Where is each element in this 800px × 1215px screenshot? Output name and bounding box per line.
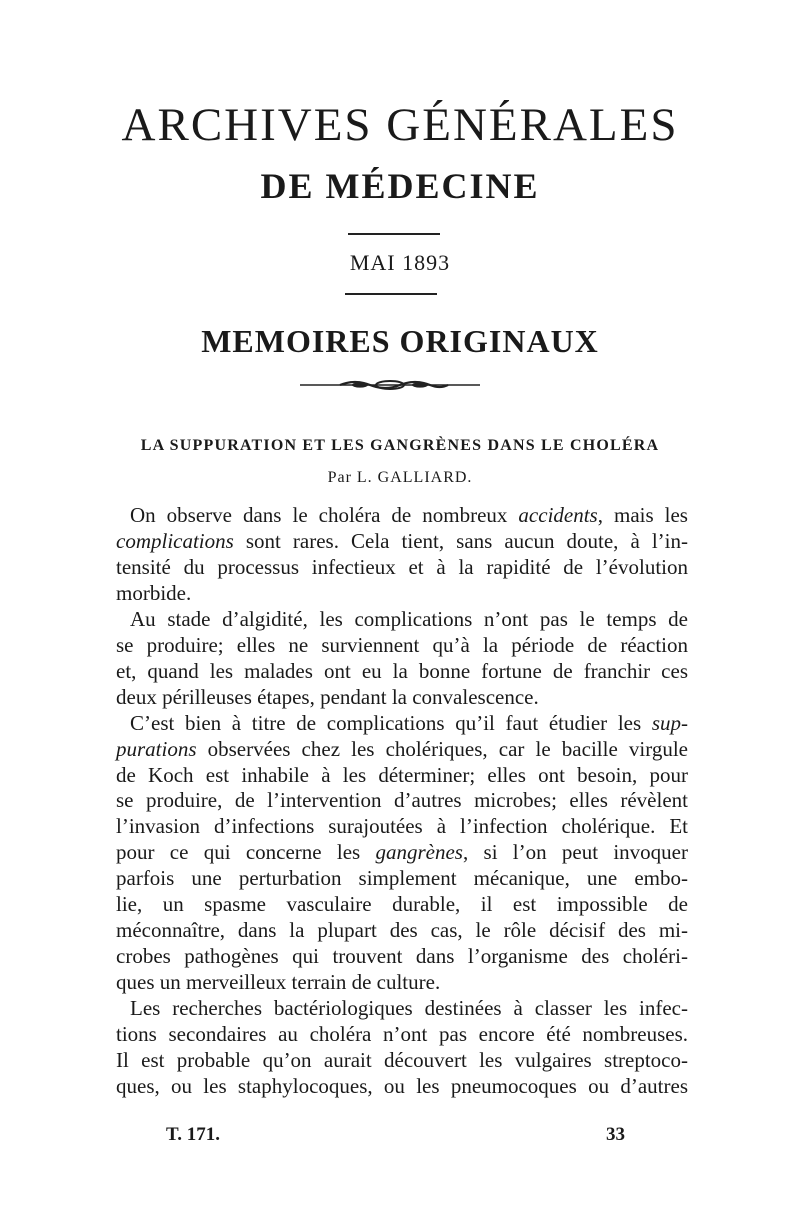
journal-title: ARCHIVES GÉNÉRALES — [121, 99, 679, 151]
emphasized-term: purations — [116, 736, 197, 761]
emphasized-term: complications — [116, 528, 234, 553]
text-line — [116, 1048, 688, 1074]
text-line — [116, 788, 688, 814]
text-line — [116, 866, 688, 892]
text-line — [116, 996, 688, 1022]
text-line — [116, 555, 688, 581]
body-paragraph — [116, 607, 688, 711]
text-segment: et, quand les malades ont eu la bonne fortune de franchir ces — [116, 658, 688, 683]
text-line — [116, 763, 688, 789]
article-byline: Par L. GALLIARD. — [327, 469, 473, 486]
text-line — [116, 814, 688, 840]
text-line — [116, 659, 688, 685]
text-line — [116, 685, 688, 711]
text-line — [116, 970, 688, 996]
body-paragraph — [116, 996, 688, 1100]
page-number: 33 — [606, 1124, 625, 1145]
text-line — [116, 944, 688, 970]
text-line — [116, 1022, 688, 1048]
emphasized-term: gangrènes — [375, 840, 463, 865]
page-footer — [116, 1124, 688, 1152]
article-title: LA SUPPURATION ET LES GANGRÈNES DANS LE CHOLÉRA — [140, 437, 660, 454]
text-segment: , si l’on peut invoquer — [462, 840, 688, 865]
text-line — [116, 503, 688, 529]
section-heading: MEMOIRES ORIGINAUX — [201, 323, 599, 359]
text-segment: pour ce qui concerne les — [116, 840, 376, 865]
text-segment: crobes pathogènes qui trouvent dans l’organisme des choléri- — [116, 944, 688, 969]
text-segment: C’est bien à titre de complications qu’il faut étudier les — [130, 710, 652, 735]
text-segment: On observe dans le choléra de nombreux — [130, 503, 519, 527]
text-line — [116, 892, 688, 918]
text-line — [116, 581, 688, 607]
text-line — [116, 1074, 688, 1100]
text-segment: se produire, de l’intervention d’autres microbes; elles révèlent — [116, 788, 688, 813]
text-segment: l’invasion d’infections surajoutées à l’infection cholérique. Et — [116, 814, 688, 839]
divider-rule — [348, 233, 440, 235]
text-line — [116, 633, 688, 659]
article-body — [116, 503, 688, 1100]
emphasized-term: sup- — [651, 710, 688, 735]
text-segment: de Koch est inhabile à les déterminer; elles ont besoin, pour — [116, 762, 688, 787]
text-segment: lie, un spasme vasculaire durable, il est impossible de — [116, 892, 688, 917]
body-paragraph — [116, 503, 688, 607]
text-segment: observées chez les cholériques, car le bacille virgule — [196, 736, 688, 761]
ornament-rule-icon — [300, 376, 480, 394]
text-segment: Au stade d’algidité, les complications n’ont pas le temps de — [130, 606, 688, 631]
journal-subtitle: DE MÉDECINE — [260, 166, 540, 206]
text-segment: méconnaître, dans la plupart des cas, le rôle décisif des mi- — [116, 918, 688, 943]
text-segment: parfois une perturbation simplement mécanique, une embo- — [116, 866, 688, 891]
text-line — [116, 529, 688, 555]
text-segment: tions secondaires au choléra n’ont pas encore été nombreuses. — [116, 1022, 688, 1047]
text-segment: Il est probable qu’on aurait découvert les vulgaires streptoco- — [116, 1048, 688, 1073]
text-segment: ques, ou les staphylocoques, ou les pneumocoques ou d’autres — [116, 1073, 688, 1098]
text-segment: tensité du processus infectieux et à la rapidité de l’évolution — [116, 554, 688, 579]
text-line — [116, 737, 688, 763]
volume-number: T. 171. — [166, 1124, 221, 1145]
issue-date: MAI 1893 — [349, 250, 451, 275]
text-segment: Les recherches bactériologiques destinées à classer les infec- — [130, 996, 688, 1021]
text-line — [116, 607, 688, 633]
text-line — [116, 840, 688, 866]
text-line — [116, 711, 688, 737]
divider-rule — [345, 293, 437, 295]
text-segment: , mais les — [597, 503, 688, 527]
body-paragraph — [116, 711, 688, 996]
text-segment: morbide. — [116, 580, 192, 605]
text-segment: deux périlleuses étapes, pendant la convalescence. — [116, 684, 539, 709]
text-segment: ques un merveilleux terrain de culture. — [116, 970, 441, 995]
text-segment: se produire; elles ne surviennent qu’à la période de réaction — [116, 632, 688, 657]
emphasized-term: accidents — [518, 503, 598, 527]
text-segment: sont rares. Cela tient, sans aucun doute, à l’in- — [233, 528, 688, 553]
text-line — [116, 918, 688, 944]
